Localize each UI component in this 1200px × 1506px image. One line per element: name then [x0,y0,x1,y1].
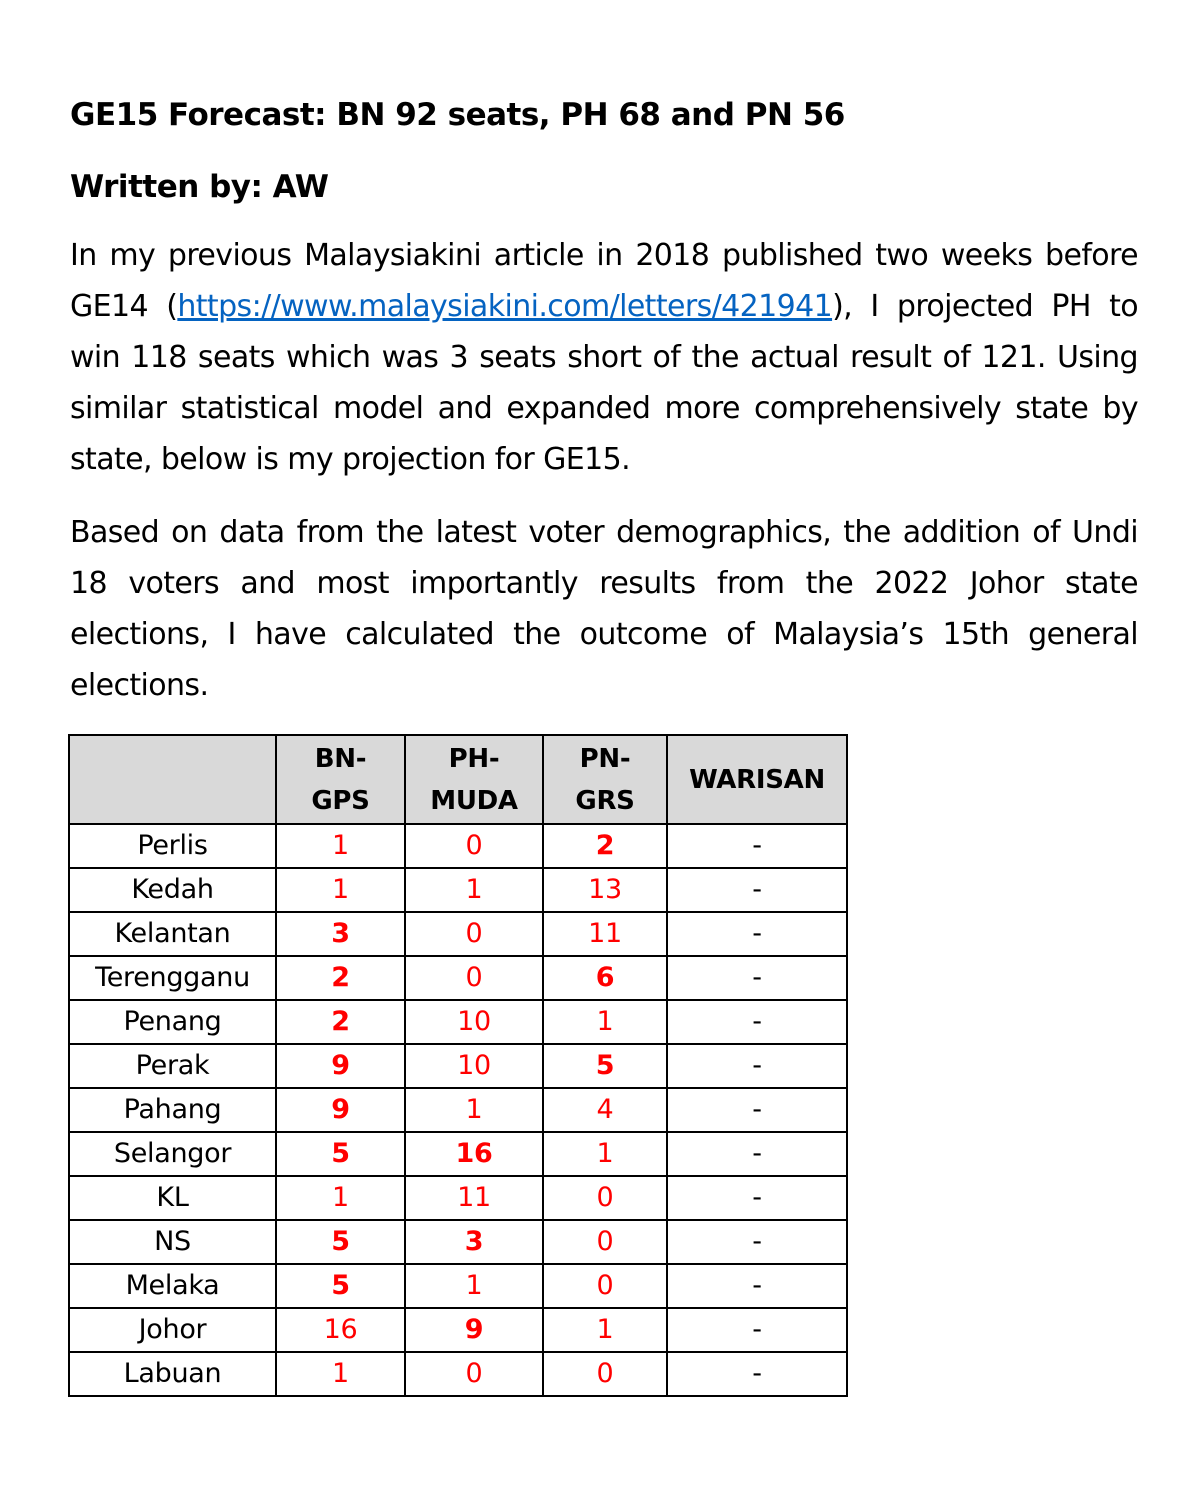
pn-cell: 5 [543,1044,667,1088]
ph-cell: 0 [405,1352,543,1396]
pn-cell: 2 [543,824,667,868]
pn-cell: 0 [543,1352,667,1396]
bn-cell: 9 [276,1044,405,1088]
ph-cell: 10 [405,1044,543,1088]
article [70,92,1138,733]
warisan-cell: - [667,912,847,956]
bn-cell: 2 [276,956,405,1000]
state-cell: Perak [69,1044,276,1088]
warisan-cell: - [667,1044,847,1088]
warisan-cell: - [667,1308,847,1352]
bn-cell: 5 [276,1220,405,1264]
state-cell: Penang [69,1000,276,1044]
bn-cell: 3 [276,912,405,956]
bn-cell: 5 [276,1264,405,1308]
table-row [69,1088,847,1132]
ph-cell: 0 [405,824,543,868]
ph-cell: 16 [405,1132,543,1176]
table-row [69,912,847,956]
paragraph-1 [70,230,1138,485]
state-cell: Pahang [69,1088,276,1132]
pn-cell: 0 [543,1176,667,1220]
paragraph-1-end: ), I projected PH to win 118 seats which was 3 seats short of the actual result of 121. Using similar statistical model and expanded more comprehensively state by state, below is my projection for GE15. [70,289,1138,477]
state-cell: NS [69,1220,276,1264]
pn-cell: 0 [543,1220,667,1264]
pn-cell: 11 [543,912,667,956]
table-row [69,1352,847,1396]
bn-cell: 1 [276,868,405,912]
header-pn-grs [543,735,667,824]
ph-cell: 1 [405,1264,543,1308]
warisan-cell: - [667,824,847,868]
header-bn-line1: BN- [314,743,367,774]
header-pn-line1: PN- [579,743,631,774]
bn-cell: 9 [276,1088,405,1132]
state-cell: Melaka [69,1264,276,1308]
state-cell: Terengganu [69,956,276,1000]
pn-cell: 13 [543,868,667,912]
bn-cell: 1 [276,824,405,868]
ph-cell: 11 [405,1176,543,1220]
pn-cell: 0 [543,1264,667,1308]
state-cell: Perlis [69,824,276,868]
warisan-cell: - [667,1000,847,1044]
ph-cell: 3 [405,1220,543,1264]
header-ph-line1: PH- [448,743,500,774]
warisan-cell: - [667,1352,847,1396]
table-row [69,1220,847,1264]
article-title: GE15 Forecast: BN 92 seats, PH 68 and PN 56 [70,97,845,133]
pn-cell: 6 [543,956,667,1000]
article-author: Written by: AW [70,169,329,205]
pn-cell: 1 [543,1308,667,1352]
pn-cell: 1 [543,1000,667,1044]
state-cell: KL [69,1176,276,1220]
warisan-cell: - [667,1176,847,1220]
header-ph-line2: MUDA [430,785,518,816]
warisan-cell: - [667,956,847,1000]
table-row [69,1044,847,1088]
header-bn-gps [276,735,405,824]
warisan-cell: - [667,1220,847,1264]
paragraph-1-start: In my previous Malaysiakini article in 2018 published two weeks before GE14 ( [70,238,1138,324]
header-ph-muda [405,735,543,824]
bn-cell: 16 [276,1308,405,1352]
state-cell: Kelantan [69,912,276,956]
seat-projection-table [68,734,848,1397]
ph-cell: 1 [405,1088,543,1132]
table-row [69,868,847,912]
state-cell: Kedah [69,868,276,912]
table-row [69,1264,847,1308]
state-cell: Labuan [69,1352,276,1396]
table-row [69,824,847,868]
ph-cell: 1 [405,868,543,912]
ph-cell: 0 [405,956,543,1000]
table-row [69,1000,847,1044]
ph-cell: 9 [405,1308,543,1352]
bn-cell: 1 [276,1352,405,1396]
paragraph-2: Based on data from the latest voter demographics, the addition of Undi 18 voters and most importantly results from the 2022 Johor state elections, I have calculated the outcome of Malaysia’s 15th general elections. [70,515,1138,703]
table-row [69,1308,847,1352]
bn-cell: 1 [276,1176,405,1220]
header-pn-line2: GRS [575,785,635,816]
ph-cell: 0 [405,912,543,956]
header-state [69,735,276,824]
header-warisan: WARISAN [667,735,847,824]
warisan-cell: - [667,1088,847,1132]
state-cell: Johor [69,1308,276,1352]
table-row [69,1176,847,1220]
malaysiakini-link[interactable]: https://www.malaysiakini.com/letters/421941 [177,289,833,324]
header-bn-line2: GPS [311,785,370,816]
bn-cell: 2 [276,1000,405,1044]
bn-cell: 5 [276,1132,405,1176]
state-cell: Selangor [69,1132,276,1176]
warisan-cell: - [667,1132,847,1176]
table-row [69,956,847,1000]
warisan-cell: - [667,1264,847,1308]
warisan-cell: - [667,868,847,912]
table-header-row [69,735,847,824]
ph-cell: 10 [405,1000,543,1044]
pn-cell: 4 [543,1088,667,1132]
pn-cell: 1 [543,1132,667,1176]
table-row [69,1132,847,1176]
